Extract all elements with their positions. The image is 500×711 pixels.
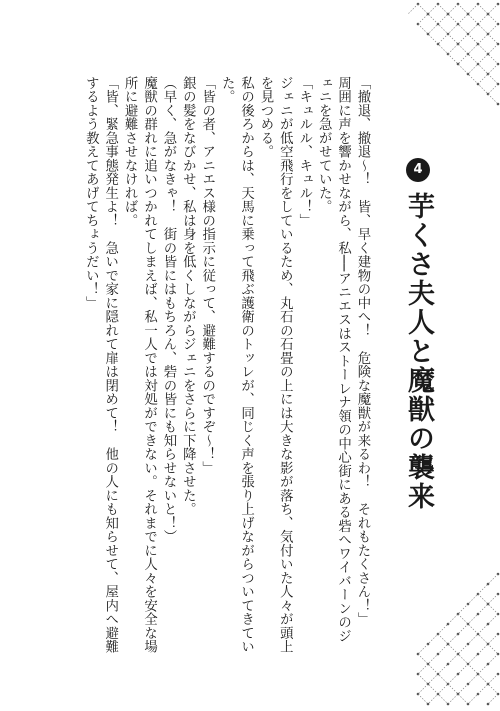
paragraph: ジェニが低空飛行をしているため、丸石の石畳の上には大きな影が落ち、気付いた人々が頭上を見つめる。 — [257, 76, 293, 654]
chapter-number-badge: 4 — [406, 158, 430, 182]
paragraph: 「皆の者、アニエス様の指示に従って、避難するのですぞ〜！」 — [199, 76, 215, 475]
diamond-lattice-ornament-top — [404, 0, 500, 110]
body-text — [72, 76, 372, 656]
paragraph: 「皆、緊急事態発生よ！ 急いで家に隠れて扉は閉めて！ 他の人にも知らせて、屋内へ避難するよう教えてあげてちょうだい！」 — [83, 76, 118, 654]
paragraph: 私の後ろからは、天馬に乗って飛ぶ護衛のトッレが、同じく声を張り上げながらついてきていた。 — [219, 76, 254, 654]
paragraph: 「撤退、撤退〜！ 皆、早く建物の中へ！ 危険な魔獣が来るわ！ それもたくさん！」 — [355, 76, 370, 626]
chapter-title: 芋くさ夫人と魔獣の襲来 — [403, 192, 434, 511]
paragraph: 「キュルル、キュル！」 — [296, 76, 312, 228]
paragraph: （早く、急がなきゃ！ 街の皆にはもちろん、砦の皆にも知らせないと！） — [160, 76, 176, 544]
diamond-lattice-ornament-bottom — [404, 570, 500, 711]
chapter-heading — [398, 158, 438, 578]
paragraph: 魔獣の群れに追いつかれてしまえば、私一人では対処ができない。それまでに人々を安全な場所に避難させなければ。 — [122, 76, 157, 654]
paragraph: 周囲に声を響かせながら、私──アニエスはストーレナ領の中心街にある砦へワイバーンのジェニを急がせていた。 — [316, 76, 351, 643]
paragraph: 銀の髪をなびかせ、私は身を低くしながらジェニをさらに下降させた。 — [180, 76, 196, 516]
